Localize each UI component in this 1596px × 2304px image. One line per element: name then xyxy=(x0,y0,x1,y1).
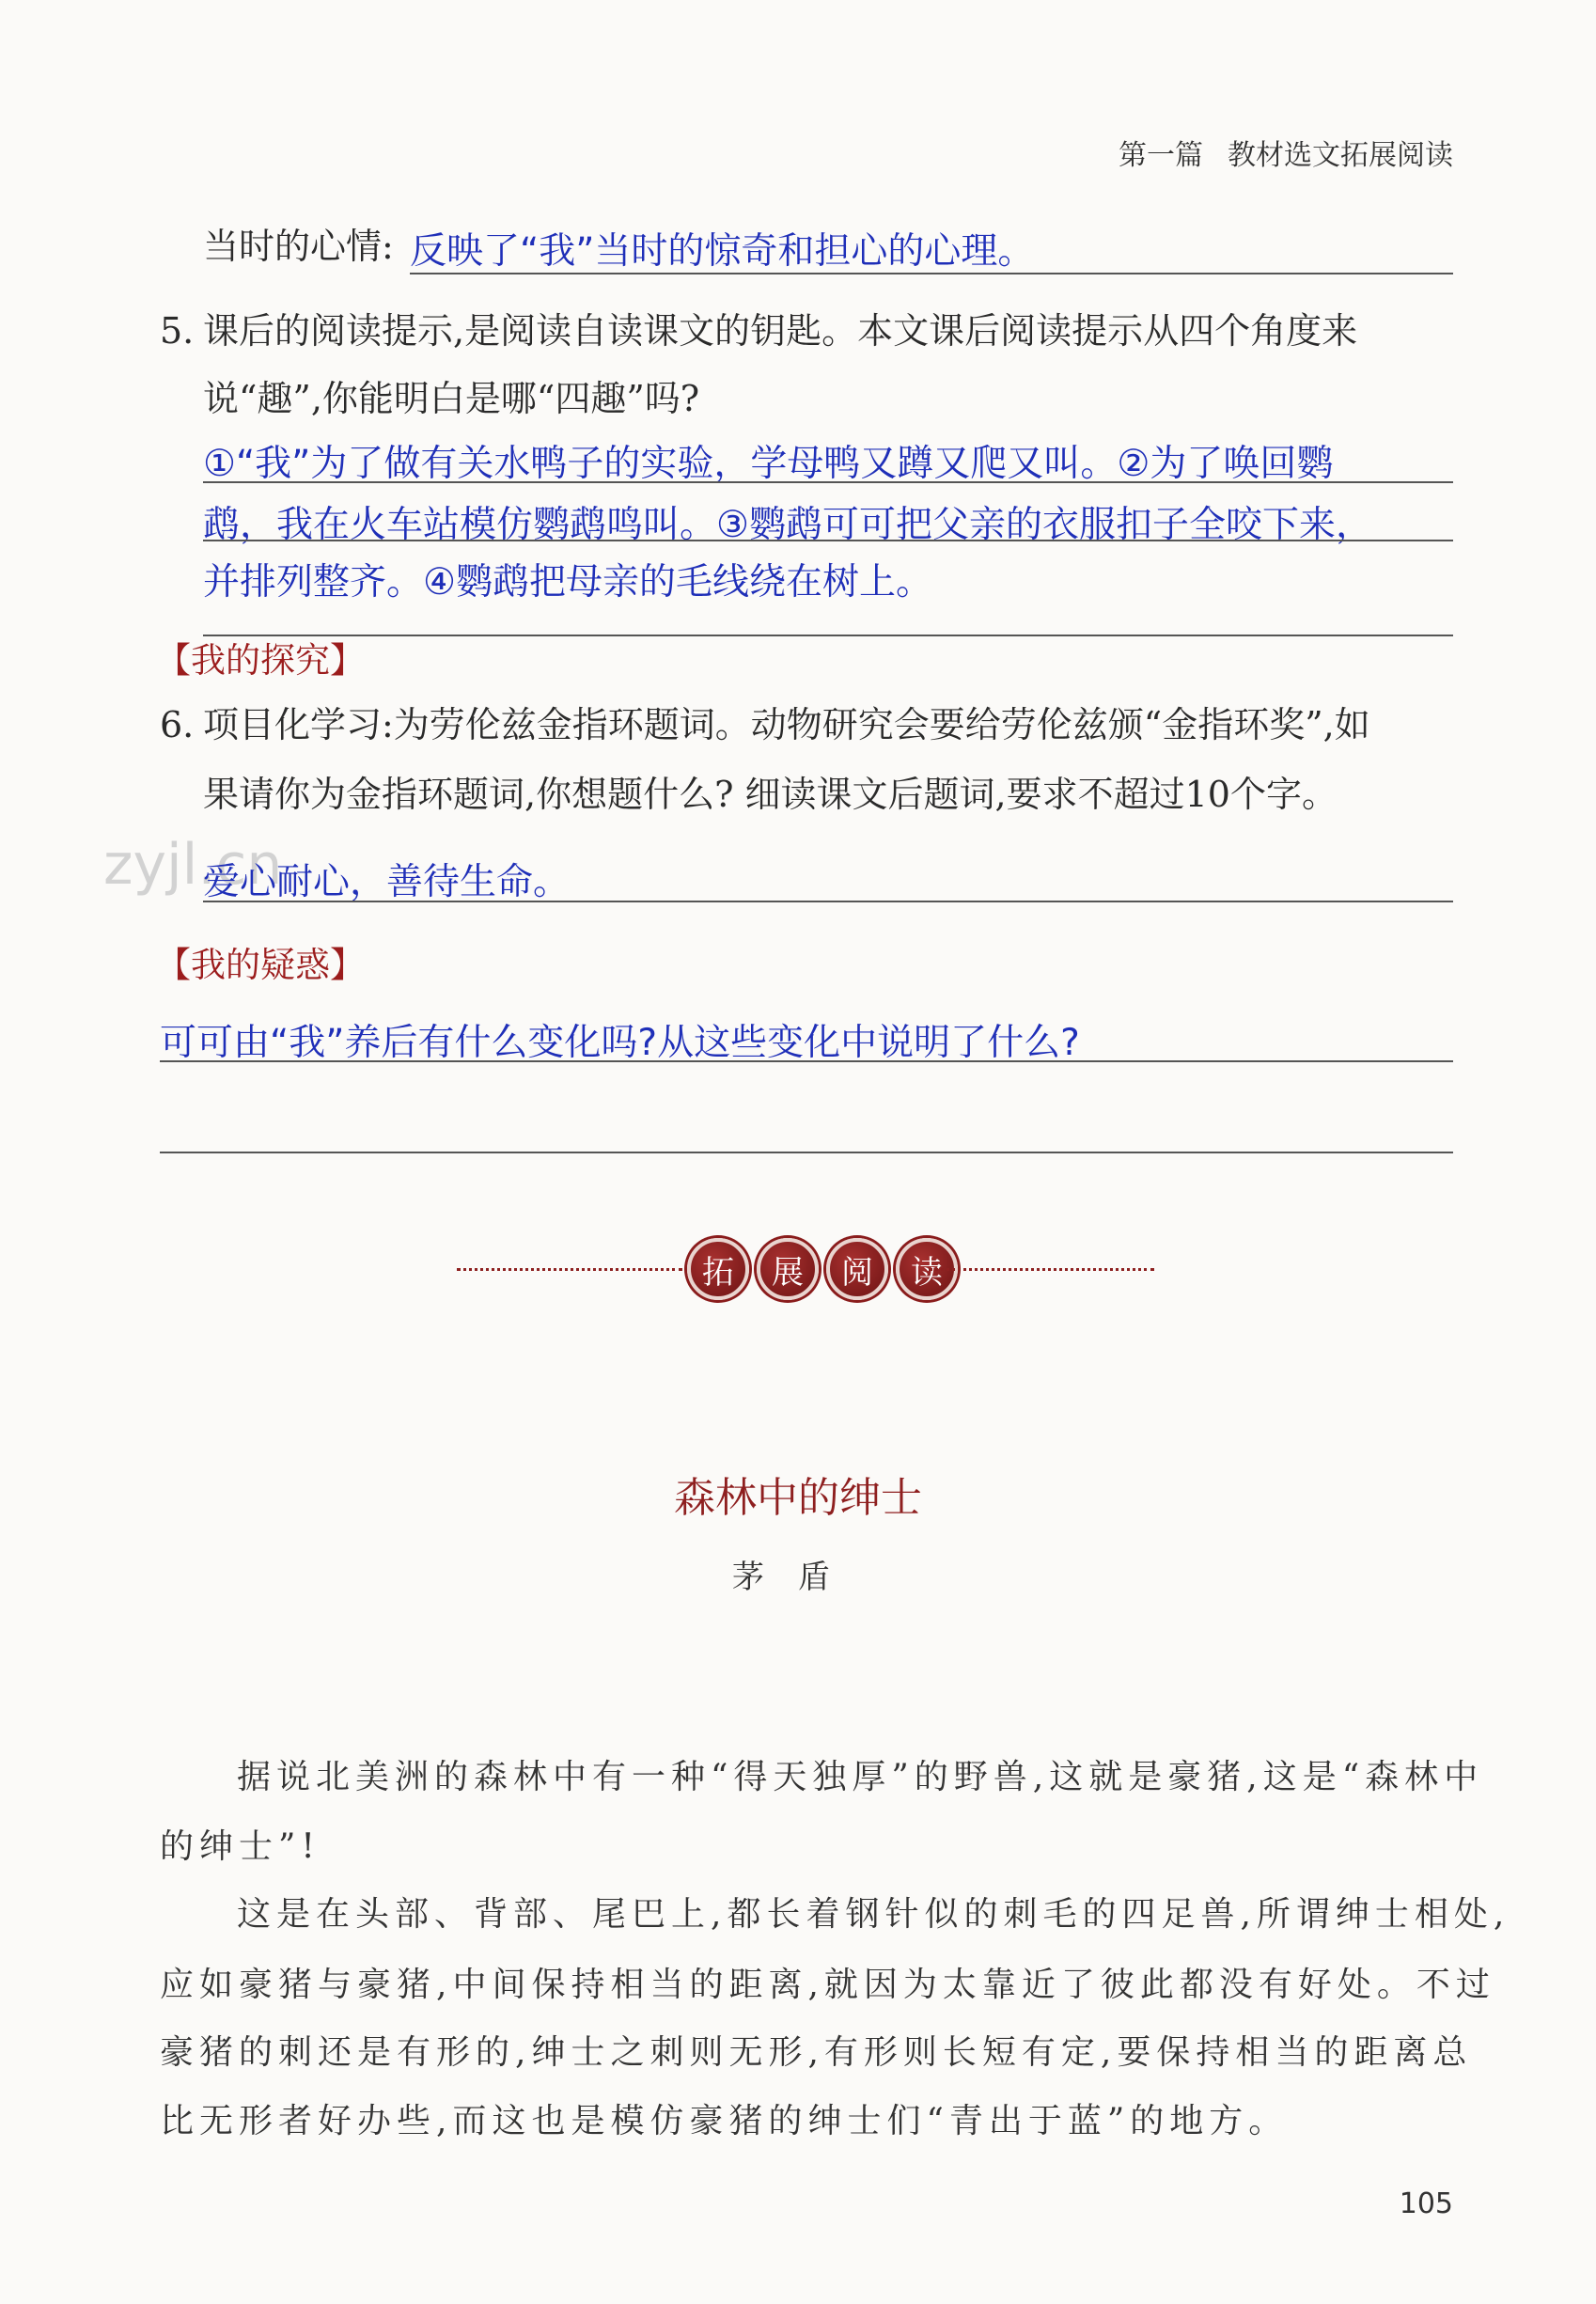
article-line: 豪猪的刺还是有形的,绅士之刺则无形,有形则长短有定,要保持相当的距离总 xyxy=(160,2033,1473,2072)
extended-reading-banner xyxy=(449,1227,1164,1311)
q5-answer-line1: ①“我”为了做有关水鸭子的实验，学母鸭又蹲又爬又叫。②为了唤回鹦 xyxy=(203,443,1334,485)
banner-dots-left xyxy=(457,1268,682,1271)
answer-line xyxy=(203,901,1453,902)
header-part: 第一篇 xyxy=(1119,139,1203,172)
answer-line xyxy=(203,635,1453,636)
section-doubt: 【我的疑惑】 xyxy=(156,945,365,985)
q5-line2: 说“趣”,你能明白是哪“四趣”吗? xyxy=(203,378,700,419)
q5-answer-line2: 鹉，我在火车站模仿鹦鹉鸣叫。③鹦鹉可可把父亲的衣服扣子全咬下来， xyxy=(203,504,1372,546)
article-title: 森林中的绅士 xyxy=(674,1474,922,1522)
article-line: 据说北美洲的森林中有一种“得天独厚”的野兽,这就是豪猪,这是“森林中 xyxy=(237,1758,1484,1796)
article-line: 这是在头部、背部、尾巴上,都长着钢针似的刺毛的四足兽,所谓绅士相处, xyxy=(237,1895,1510,1934)
banner-seal: 展 xyxy=(757,1238,819,1300)
q4-prefix: 当时的心情: xyxy=(203,226,394,267)
q5-number: 5. xyxy=(160,310,195,352)
watermark: zyjl.cn xyxy=(103,832,283,898)
banner-seal: 读 xyxy=(896,1238,958,1300)
answer-line xyxy=(203,540,1453,541)
answer-line xyxy=(160,1060,1453,1062)
article-line: 应如豪猪与豪猪,中间保持相当的距离,就因为太靠近了彼此都没有好处。不过 xyxy=(160,1966,1495,2004)
banner-seals xyxy=(687,1227,958,1300)
q6-number: 6. xyxy=(160,704,195,745)
answer-line xyxy=(203,481,1453,483)
q5-answer-line3: 并排列整齐。④鹦鹉把母亲的毛线绕在树上。 xyxy=(203,561,932,603)
doubt-answer: 可可由“我”养后有什么变化吗?从这些变化中说明了什么? xyxy=(160,1022,1080,1064)
banner-seal: 拓 xyxy=(687,1238,749,1300)
header-title: 教材选文拓展阅读 xyxy=(1228,139,1453,172)
q4-answer: 反映了“我”当时的惊奇和担心的心理。 xyxy=(410,230,1035,273)
article-line: 比无形者好办些,而这也是模仿豪猪的绅士们“青出于蓝”的地方。 xyxy=(160,2102,1289,2140)
answer-line xyxy=(410,273,1453,274)
q6-answer: 爱心耐心，善待生命。 xyxy=(203,861,571,903)
q6-line2: 果请你为金指环题词,你想题什么? 细读课文后题词,要求不超过10个字。 xyxy=(203,774,1338,815)
banner-seal: 阅 xyxy=(826,1238,888,1300)
q5-line1: 课后的阅读提示,是阅读自读课文的钥匙。本文课后阅读提示从四个角度来 xyxy=(203,310,1358,352)
answer-line xyxy=(160,1152,1453,1153)
page-number: 105 xyxy=(1399,2187,1453,2220)
banner-dots-right xyxy=(929,1268,1154,1271)
article-author: 茅盾 xyxy=(732,1559,864,1596)
q6-line1: 项目化学习:为劳伦兹金指环题词。动物研究会要给劳伦兹颁“金指环奖”,如 xyxy=(203,704,1370,745)
article-line: 的绅士”! xyxy=(160,1827,321,1866)
page-header xyxy=(1119,132,1453,173)
section-explore: 【我的探究】 xyxy=(156,640,365,681)
